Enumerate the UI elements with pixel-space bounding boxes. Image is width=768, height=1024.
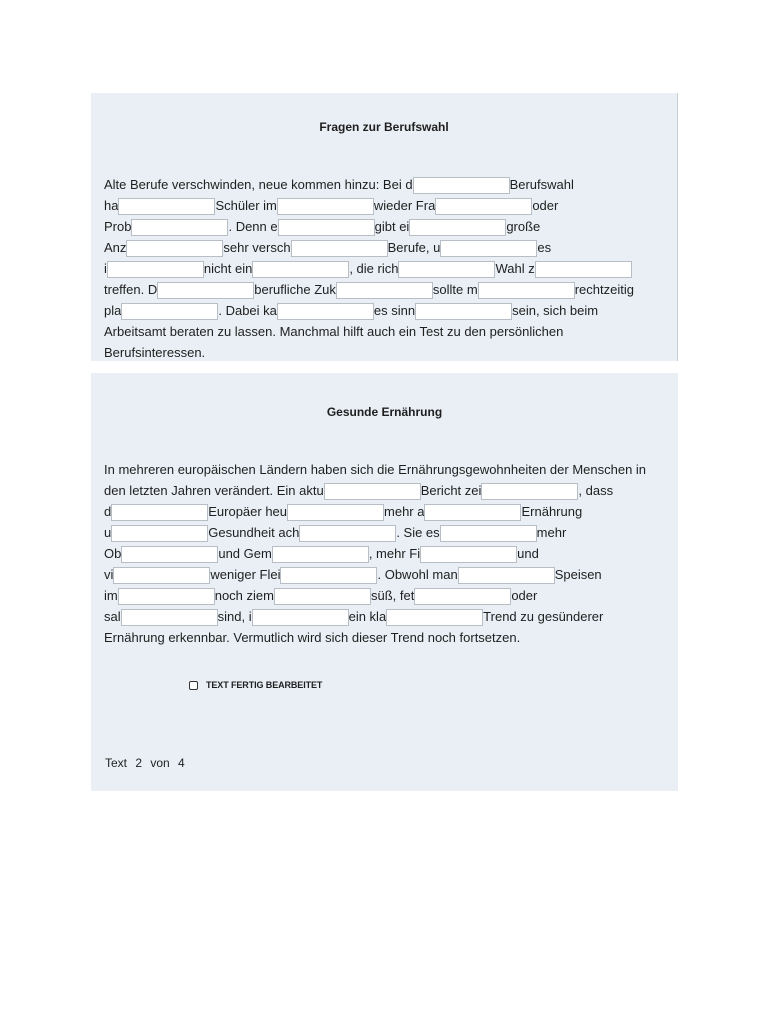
gap-input[interactable] xyxy=(121,303,218,320)
cloze-text xyxy=(104,174,664,363)
text-segment: Schüler im xyxy=(215,198,277,213)
text-line xyxy=(104,585,665,606)
done-checkbox-label: TEXT FERTIG BEARBEITET xyxy=(206,680,323,690)
text-line xyxy=(104,480,665,501)
exercise-title: Fragen zur Berufswahl xyxy=(319,120,449,134)
text-segment: . Dabei ka xyxy=(218,303,277,318)
text-segment: sehr versch xyxy=(223,240,291,255)
text-segment: , dass xyxy=(578,483,614,498)
text-segment: und xyxy=(517,546,539,561)
text-segment: sollte m xyxy=(432,282,478,297)
text-line xyxy=(104,195,664,216)
text-segment: Europäer heu xyxy=(208,504,288,519)
gap-input[interactable] xyxy=(111,504,208,521)
gap-input[interactable] xyxy=(252,261,349,278)
text-segment: nicht ein xyxy=(203,261,253,276)
text-segment: Wahl z xyxy=(495,261,535,276)
text-line xyxy=(104,606,665,627)
gap-input[interactable] xyxy=(118,198,215,215)
text-segment: pla xyxy=(104,303,122,318)
text-line xyxy=(104,279,664,300)
text-segment: , die rich xyxy=(349,261,399,276)
gap-input[interactable] xyxy=(420,546,517,563)
text-segment: rechtzeitig xyxy=(574,282,634,297)
gap-input[interactable] xyxy=(272,546,369,563)
text-line xyxy=(104,258,664,279)
text-line xyxy=(104,174,664,195)
page-indicator: Text 2 von 4 xyxy=(105,756,185,770)
text-segment: süß, fet xyxy=(370,588,415,603)
gap-input[interactable] xyxy=(415,303,512,320)
text-line xyxy=(104,501,665,522)
text-segment: u xyxy=(104,525,112,540)
text-line xyxy=(104,522,665,543)
text-segment: mehr a xyxy=(384,504,425,519)
text-segment: sein, sich beim xyxy=(512,303,599,318)
text-line: Arbeitsamt beraten zu lassen. Manchmal hilft auch ein Test zu den persönlichen xyxy=(104,324,564,339)
done-checkbox[interactable] xyxy=(189,681,198,690)
text-line xyxy=(104,564,665,585)
text-segment: und Gem xyxy=(218,546,272,561)
text-segment: d xyxy=(104,504,112,519)
text-segment: es sinn xyxy=(373,303,416,318)
text-segment: mehr xyxy=(536,525,567,540)
text-segment: Alte Berufe verschwinden, neue kommen hinzu: Bei d xyxy=(104,177,413,192)
gap-input[interactable] xyxy=(478,282,575,299)
text-segment: , mehr Fi xyxy=(368,546,421,561)
text-segment: weniger Flei xyxy=(210,567,281,582)
gap-input[interactable] xyxy=(424,504,521,521)
text-segment: Anz xyxy=(104,240,127,255)
gap-input[interactable] xyxy=(458,567,555,584)
gap-input[interactable] xyxy=(111,525,208,542)
text-segment: wieder Fra xyxy=(373,198,436,213)
gap-input[interactable] xyxy=(113,567,210,584)
text-segment: große xyxy=(506,219,541,234)
gap-input[interactable] xyxy=(280,567,377,584)
gap-input[interactable] xyxy=(386,609,483,626)
text-segment: vi xyxy=(104,567,114,582)
text-segment: Trend zu gesünderer xyxy=(483,609,604,624)
gap-input[interactable] xyxy=(121,546,218,563)
text-line: In mehreren europäischen Ländern haben sich die Ernährungsgewohnheiten der Menschen in xyxy=(104,462,647,477)
text-segment: i xyxy=(104,261,107,276)
text-segment: Berufe, u xyxy=(387,240,441,255)
gap-input[interactable] xyxy=(278,219,375,236)
gap-input[interactable] xyxy=(157,282,254,299)
exercise-panel-berufswahl xyxy=(91,93,678,361)
text-segment: berufliche Zuk xyxy=(254,282,336,297)
gap-input[interactable] xyxy=(252,609,349,626)
gap-input[interactable] xyxy=(287,504,384,521)
text-line xyxy=(104,237,664,258)
gap-input[interactable] xyxy=(413,177,510,194)
text-segment: den letzten Jahren verändert. Ein aktu xyxy=(104,483,324,498)
text-segment: es xyxy=(537,240,552,255)
text-line: Berufsinteressen. xyxy=(104,345,206,360)
text-segment: sal xyxy=(104,609,121,624)
gap-input[interactable] xyxy=(398,261,495,278)
done-checkbox-row[interactable] xyxy=(189,680,322,690)
text-line xyxy=(104,543,665,564)
text-segment: Speisen xyxy=(554,567,602,582)
gap-input[interactable] xyxy=(414,588,511,605)
gap-input[interactable] xyxy=(107,261,204,278)
text-segment: treffen. D xyxy=(104,282,158,297)
text-segment: Bericht zei xyxy=(420,483,482,498)
gap-input[interactable] xyxy=(535,261,632,278)
gap-input[interactable] xyxy=(435,198,532,215)
gap-input[interactable] xyxy=(274,588,371,605)
text-segment: Ob xyxy=(104,546,122,561)
gap-input[interactable] xyxy=(409,219,506,236)
text-segment: gibt ei xyxy=(374,219,410,234)
text-segment: Berufswahl xyxy=(509,177,574,192)
gap-input[interactable] xyxy=(118,588,215,605)
text-segment: Prob xyxy=(104,219,132,234)
gap-input[interactable] xyxy=(440,240,537,257)
gap-input[interactable] xyxy=(131,219,228,236)
gap-input[interactable] xyxy=(277,198,374,215)
text-segment: noch ziem xyxy=(214,588,274,603)
text-line xyxy=(104,300,664,321)
gap-input[interactable] xyxy=(121,609,218,626)
gap-input[interactable] xyxy=(277,303,374,320)
text-segment: Gesundheit ach xyxy=(208,525,300,540)
text-segment: . Obwohl man xyxy=(377,567,458,582)
text-line: Ernährung erkennbar. Vermutlich wird sich dieser Trend noch fortsetzen. xyxy=(104,630,521,645)
gap-input[interactable] xyxy=(291,240,388,257)
text-segment: . Sie es xyxy=(396,525,440,540)
text-segment: oder xyxy=(511,588,538,603)
text-segment: ha xyxy=(104,198,119,213)
gap-input[interactable] xyxy=(324,483,421,500)
text-segment: Ernährung xyxy=(521,504,583,519)
text-segment: . Denn e xyxy=(228,219,278,234)
text-segment: sind, i xyxy=(217,609,252,624)
gap-input[interactable] xyxy=(481,483,578,500)
exercise-title: Gesunde Ernährung xyxy=(326,405,443,419)
text-segment: im xyxy=(104,588,118,603)
cloze-text xyxy=(104,459,665,648)
gap-input[interactable] xyxy=(126,240,223,257)
exercise-panel-ernaehrung xyxy=(91,373,678,791)
text-segment: oder xyxy=(532,198,559,213)
text-line xyxy=(104,216,664,237)
gap-input[interactable] xyxy=(440,525,537,542)
text-segment: ein kla xyxy=(348,609,387,624)
gap-input[interactable] xyxy=(299,525,396,542)
gap-input[interactable] xyxy=(336,282,433,299)
